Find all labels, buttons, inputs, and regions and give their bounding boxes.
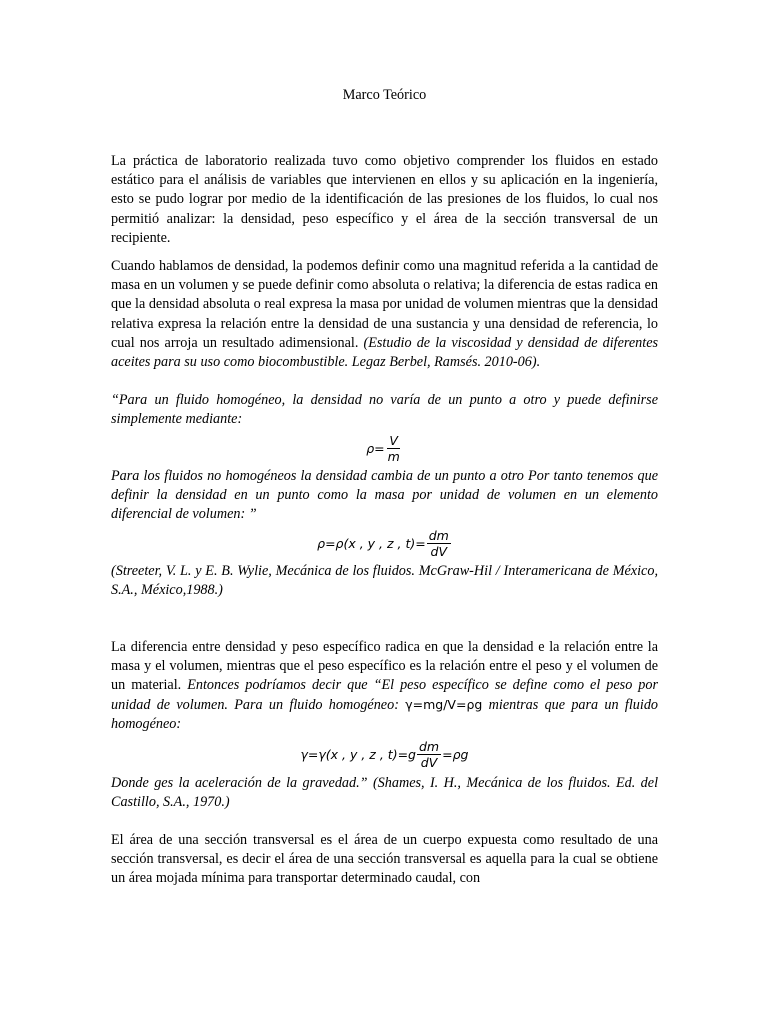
citation-legaz: (Estudio de la viscosidad y densidad de diferentes aceites para su uso como biocombustible. Legaz Berbel, Ramsés. 2010-06). (111, 334, 659, 371)
equation-specific-weight-fraction (417, 739, 441, 770)
paragraph-specific-weight-italic-end: mientras que para un fluido homogéneo: (111, 697, 659, 733)
paragraph-density (111, 257, 658, 372)
citation-shames-italic: Donde ges la aceleración de la gravedad.” (111, 774, 368, 791)
paragraph-intro: La práctica de laboratorio realizada tuvo como objetivo comprender los fluidos en estado estático para el análisis de variables que intervienen en ellos y su aplicación en la ingeniería, esto se pudo lograr por medio de la identificación de las presiones de los fluidos, lo cual nos permitió analizar: la densidad, peso específico y el área de la sección transversal de un recipiente. (111, 153, 658, 246)
fraction-numerator: V (389, 432, 398, 448)
equation-specific-weight (111, 735, 658, 774)
equation-density-point-lhs: ρ=ρ(x , y , z , t)= (317, 535, 426, 551)
paragraph-specific-weight-italic: Entonces podríamos decir que “El peso específico se define como el peso por unidad de volumen. Para un fluido homogéneo: (111, 677, 659, 714)
equation-density (111, 430, 658, 467)
quote-nonhomogeneous-text: Para los fluidos no homogéneos la densidad cambia de un punto a otro Por tanto tenemos que definir la densidad en un punto como la masa por unidad de volumen en un elemento diferencial de volumen: ” (111, 467, 658, 523)
equation-density-point (111, 524, 658, 562)
page-title: Marco Teórico (342, 87, 427, 103)
citation-streeter-text: (Streeter, V. L. y E. B. Wylie, Mecánica de los fluidos. McGraw-Hil / Interamericana de México, S.A., México,1988.) (111, 563, 658, 599)
fraction-numerator: dm (418, 738, 440, 754)
paragraph-density-text: Cuando hablamos de densidad, la podemos definir como una magnitud referida a la cantidad de masa en un volumen y se puede definir como absoluta o relativa; la diferencia de estas radica en que la densidad absoluta o real expresa la masa por unidad de volumen mientras que la densidad relativa expresa la relación entre la densidad de una sustancia y una densidad de referencia, lo cual nos arroja un resultado adimensional. (111, 258, 658, 351)
fraction-denominator: m (387, 448, 400, 464)
paragraph-cross-section: El área de una sección transversal es el área de un cuerpo expuesta como resultado de una sección transversal, es decir el área de una sección transversal es aquella para la cual se obtiene un área mojada mínima para transportar determinado caudal, con (111, 832, 658, 887)
quote-homogeneous-text: “Para un fluido homogéneo, la densidad no varía de un punto a otro y puede definirse simplemente mediante: (111, 392, 658, 428)
citation-streeter (111, 562, 658, 600)
quote-nonhomogeneous (111, 467, 658, 525)
quote-homogeneous (111, 391, 658, 429)
inline-equation: γ=mg/V=ρg (405, 697, 483, 713)
equation-density-lhs: ρ= (366, 440, 385, 456)
document-page (111, 86, 658, 889)
fraction-denominator: dV (420, 754, 438, 770)
equation-density-point-fraction (427, 528, 451, 559)
fraction-numerator: dm (428, 527, 449, 543)
citation-shames (111, 774, 658, 812)
fraction-denominator: dV (430, 543, 448, 559)
equation-density-fraction (386, 433, 402, 464)
paragraph-specific-weight (111, 638, 658, 735)
citation-shames-text: (Shames, I. H., Mecánica de los fluidos. Ed. del Castillo, S.A., 1970.) (111, 774, 659, 810)
equation-specific-weight-rhs: =ρg (442, 746, 469, 762)
paragraph-specific-weight-text: La diferencia entre densidad y peso específico radica en que la densidad e la relación entre la masa y el volumen, mientras que el peso específico es la relación entre el peso y el volumen de un material. (111, 638, 658, 694)
equation-specific-weight-lhs: γ=γ(x , y , z , t)=g (300, 746, 416, 762)
